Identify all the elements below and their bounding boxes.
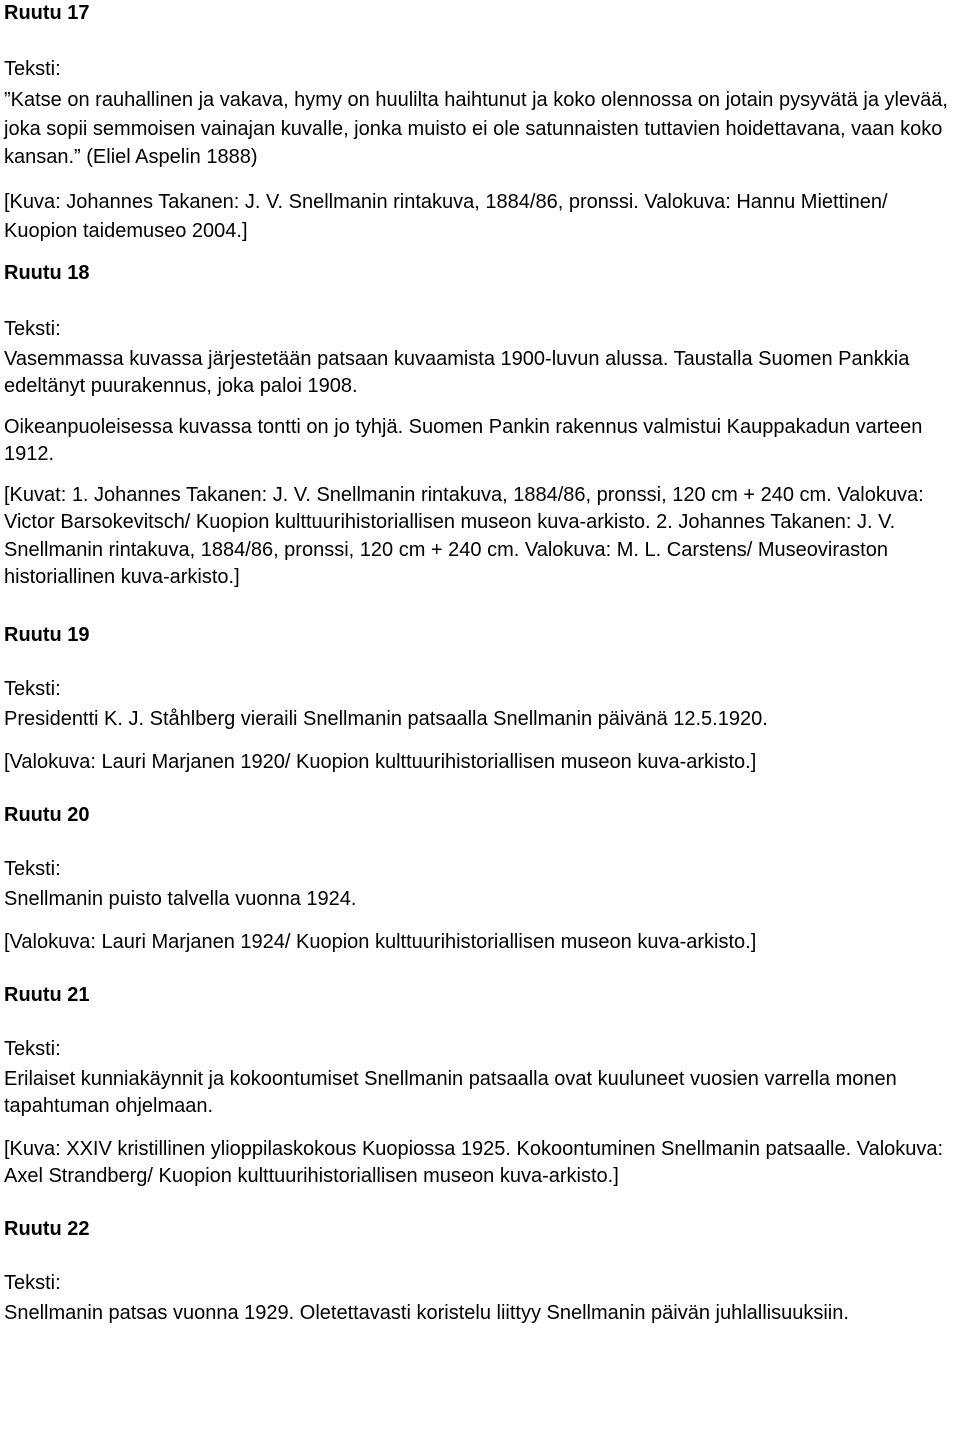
section-ruutu-20 [4,802,958,957]
text-label: Teksti: [4,58,61,80]
caption-paragraph: [Valokuva: Lauri Marjanen 1924/ Kuopion kulttuurihistoriallisen museon kuva-arkisto.] [4,931,757,953]
document [4,0,958,1327]
caption-paragraph: [Kuva: Johannes Takanen: J. V. Snellmanin rintakuva, 1884/86, pronssi. Valokuva: Hannu Miettinen/ Kuopion taidemuseo 2004.] [4,190,888,242]
text-label: Teksti: [4,1037,61,1060]
text-label: Teksti: [4,857,61,880]
caption-paragraph: [Kuvat: 1. Johannes Takanen: J. V. Snellmanin rintakuva, 1884/86, pronssi, 120 cm + 240 cm. Valokuva: Victor Barsokevitsch/ Kuopion kulttuurihistoriallisen museon kuva-arkisto. 2. Johannes Takanen: J. V. Snellmanin rintakuva, 1884/86, pronssi, 120 cm + 240 cm. Valokuva: M. L. Carstens/ Museoviraston historiallinen kuva-arkisto.] [4,483,924,588]
body-paragraph: Oikeanpuoleisessa kuvassa tontti on jo tyhjä. Suomen Pankin rakennus valmistui Kauppakadun varteen 1912. [4,415,923,465]
caption-paragraph: [Valokuva: Lauri Marjanen 1920/ Kuopion kulttuurihistoriallisen museon kuva-arkisto.] [4,751,757,773]
body-paragraph: Snellmanin patsas vuonna 1929. Oletettavasti koristelu liittyy Snellmanin päivän juhlallisuuksiin. [4,1301,849,1324]
text-label: Teksti: [4,1271,61,1294]
section-ruutu-22 [4,1216,958,1328]
section-ruutu-19 [4,622,958,777]
section-heading: Ruutu 20 [4,803,90,826]
body-paragraph: Presidentti K. J. Ståhlberg vieraili Snellmanin patsaalla Snellmanin päivänä 12.5.1920. [4,707,768,730]
text-label: Teksti: [4,677,61,700]
section-heading: Ruutu 21 [4,983,90,1006]
section-ruutu-21 [4,982,958,1191]
caption-paragraph: [Kuva: XXIV kristillinen ylioppilaskokous Kuopiossa 1925. Kokoontuminen Snellmanin patsaalle. Valokuva: Axel Strandberg/ Kuopion kulttuurihistoriallisen museon kuva-arkisto.] [4,1137,944,1187]
section-heading: Ruutu 19 [4,623,90,646]
section-ruutu-18 [4,260,958,592]
section-heading: Ruutu 18 [4,261,90,284]
body-paragraph: Vasemmassa kuvassa järjestetään patsaan kuvaamista 1900-luvun alussa. Taustalla Suomen Pankkia edeltänyt puurakennus, joka paloi 1908. [4,347,910,397]
section-heading: Ruutu 17 [4,2,90,24]
quote-paragraph: ”Katse on rauhallinen ja vakava, hymy on huulilta haihtunut ja koko olennossa on jotain pysyvätä ja ylevää, joka sopii semmoisen vainajan kuvalle, jonka muisto ei ole satunnaisten tuttavien hoidettavana, vaan koko kansan.” (Eliel Aspelin 1888) [4,89,948,168]
text-label: Teksti: [4,317,61,340]
body-paragraph: Erilaiset kunniakäynnit ja kokoontumiset Snellmanin patsaalla ovat kuuluneet vuosien varrella monen tapahtuman ohjelmaan. [4,1067,897,1117]
section-heading: Ruutu 22 [4,1217,90,1240]
section-ruutu-17 [4,0,958,246]
body-paragraph: Snellmanin puisto talvella vuonna 1924. [4,887,357,910]
